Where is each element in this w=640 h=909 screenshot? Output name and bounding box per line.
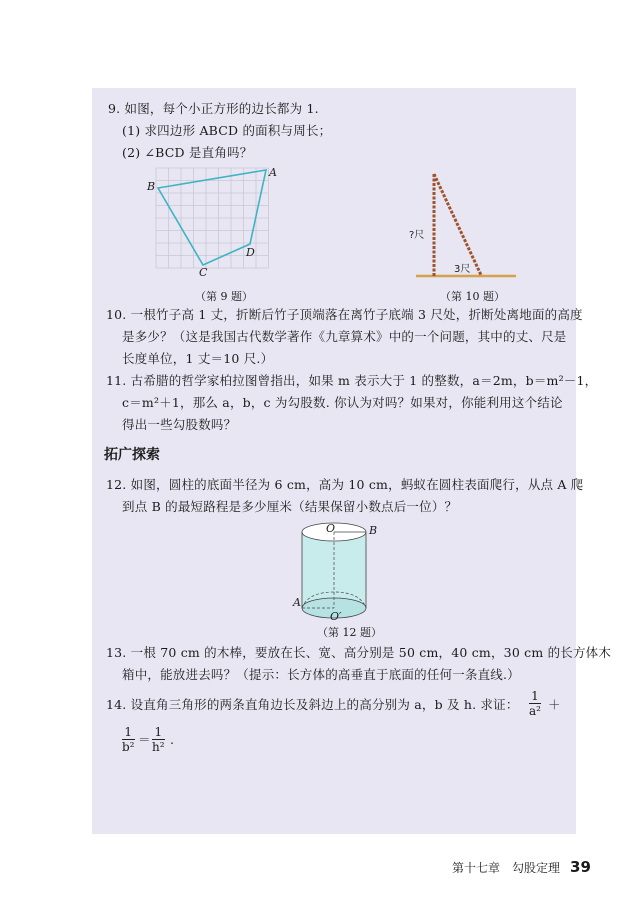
problem-13-line-2: 箱中，能放进去吗？（提示：长方体的高垂直于底面的任何一条直线.） — [122, 667, 520, 682]
page-footer — [452, 858, 591, 876]
period: . — [170, 732, 175, 747]
chapter-title: 第十七章 勾股定理 — [452, 861, 561, 875]
label-b: B — [369, 524, 378, 537]
label-o-bottom: O′ — [330, 610, 342, 623]
fraction-denominator: a² — [529, 704, 541, 718]
problem-9-line-1: 9. 如图，每个小正方形的边长都为 1. — [108, 101, 319, 116]
fraction-numerator: 1 — [529, 689, 541, 704]
fraction-denominator: h² — [152, 740, 165, 754]
page-number: 39 — [570, 858, 591, 876]
section-title: 拓广探索 — [104, 447, 160, 463]
problem-11-line-2: c＝m²＋1，那么 a，b，c 为勾股数. 你认为对吗？如果对，你能利用这个结论 — [122, 395, 563, 410]
label-base: 3尺 — [454, 264, 471, 275]
label-o-top: O — [326, 522, 336, 535]
label-b: B — [147, 180, 156, 193]
problem-9-line-3: (2) ∠BCD 是直角吗？ — [122, 145, 253, 160]
problem-12-line-2: 到点 B 的最短路程是多少厘米（结果保留小数点后一位）？ — [122, 499, 458, 514]
label-c: C — [199, 266, 208, 279]
caption-problem-9: （第 9 题） — [195, 290, 253, 303]
problem-11-line-1: 11. 古希腊的哲学家柏拉图曾指出，如果 m 表示大于 1 的整数，a＝2m，b＝m²－1， — [106, 373, 598, 388]
problem-14-line-1: 14. 设直角三角形的两条直角边长及斜边上的高分别为 a，b 及 h. 求证： — [106, 697, 519, 712]
fraction-1-over-h2 — [152, 725, 165, 754]
bamboo-broken-top — [434, 174, 481, 275]
fraction-denominator: b² — [122, 740, 135, 754]
problem-10-line-2: 是多少？（这是我国古代数学著作《九章算术》中的一个问题，其中的丈、尺是 — [122, 329, 567, 344]
fraction-numerator: 1 — [122, 725, 135, 740]
problem-10-line-3: 长度单位，1 丈＝10 尺.） — [122, 351, 274, 366]
label-d: D — [246, 246, 255, 259]
equals-sign: ＝ — [138, 732, 151, 747]
problem-11-line-3: 得出一些勾股数吗？ — [122, 417, 237, 432]
problem-13-line-1: 13. 一根 70 cm 的木棒，要放在长、宽、高分别是 50 cm，40 cm，30 cm 的长方体木 — [106, 645, 612, 660]
figure-9-grid-quadrilateral — [147, 166, 280, 279]
problem-9-line-2: (1) 求四边形 ABCD 的面积与周长； — [122, 123, 332, 138]
figure-10-bamboo — [398, 168, 520, 282]
plus-sign: ＋ — [548, 697, 561, 712]
problem-12-line-1: 12. 如图，圆柱的底面半径为 6 cm，高为 10 cm，蚂蚁在圆柱表面爬行，从点 A 爬 — [106, 477, 584, 492]
label-a: A — [293, 596, 301, 609]
caption-problem-10: （第 10 题） — [440, 290, 505, 303]
label-a: A — [269, 166, 277, 179]
fraction-1-over-a2 — [529, 689, 541, 718]
caption-problem-12: （第 12 题） — [317, 626, 382, 639]
figure-12-cylinder — [288, 522, 384, 623]
problem-10-line-1: 10. 一根竹子高 1 丈，折断后竹子顶端落在离竹子底端 3 尺处，折断处离地面的高度 — [106, 307, 583, 322]
fraction-1-over-b2 — [122, 725, 135, 754]
label-height: ?尺 — [409, 230, 425, 241]
fraction-numerator: 1 — [152, 725, 165, 740]
